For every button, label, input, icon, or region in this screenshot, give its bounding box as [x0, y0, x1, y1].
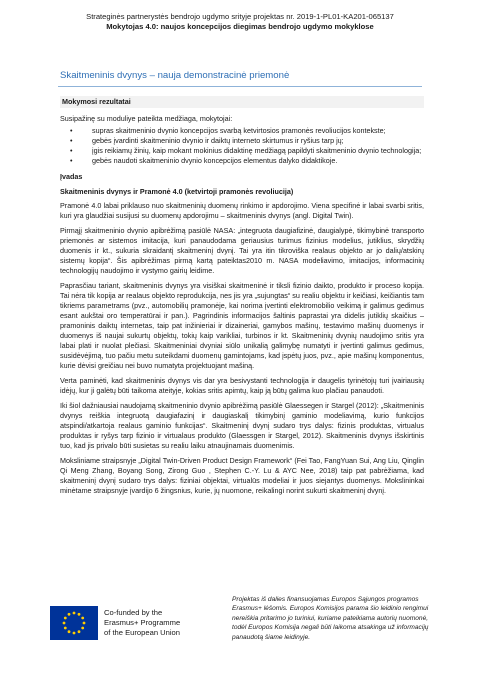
document-footer — [40, 594, 440, 664]
bullet-icon: • — [70, 136, 73, 145]
section-subheading: Skaitmeninis dvynys ir Pramonė 4.0 (ketvirtoji pramonės revoliucija) — [60, 187, 294, 196]
paragraph: Pirmąjį skaitmeninio dvynio apibrėžimą pasiūlė NASA: „integruota daugiafizinė, daugialypė, tikimybinė transporto priemonės ar sistemos imitacija, kuri panaudodama geriausius turimus fizinius modelius, jutiklius, skrydžių duomenis ir kt., sukuria skraidantį skaitmeninį dvynį. Tai yra itin tikroviška realaus objekto ar jo dalių/atskirų sistemų kopija“. Šis apibrėžimas pirmą kartą pateiktas2010 m. NASA modeliavimo, imitacijos, informacinių technologijų naudojimo ir vystymo gairių leidime. — [60, 226, 424, 275]
bullet-icon: • — [70, 146, 73, 155]
paragraph: Moksliniame straipsnyje „Digital Twin-Driven Product Design Framework“ (Fei Tao, FangYuan Sui, Ang Liu, Qinglin Qi Meng Zhang, Boyang Song, Zirong Guo , Stephen C.-Y. Lu & AYC Nee, 2018) taip pat pabrėžiama, kad skaitmeninį dvynį sudaro trys dalys: fiziniai objektai, virtualūs modeliai ir juos siejantys duomenys. Mokslininkai minėtame straipsnyje įvardijo 6 žingsnius, kurie, jų nuomone, reikalingi norint sukurti skaitmeninį dvynį. — [60, 456, 424, 495]
list-item-text: gebės įvardinti skaitmeninio dvynio ir daiktų interneto skirtumus ir ryšius tarp jų; — [92, 136, 344, 145]
funding-disclaimer: Projektas iš dalies finansuojamas Europos Sąjungos programos Erasmus+ lėšomis. Europos Komisijos parama šio leidinio rengimui nereiškia pritarimo jo turiniui, kuriame pateikiama autorių nuomonė, todėl Europos Komisija negali būti laikoma atsakinga už informacijų panaudotą šiame leidinyje. — [232, 596, 429, 641]
intro-heading: Įvadas — [60, 172, 83, 181]
cofunded-line: Erasmus+ Programme — [104, 618, 181, 627]
paragraph: Paprasčiau tariant, skaitmeninis dvynys yra visiškai skaitmeninė ir tiksli fizinio daikto, produkto ir proceso kopija. Tai nėra tik kopija ar realaus objekto reprodukcija, nes jis yra „sujungtas“ su realiu objektu ir keičiasi, keičiantis tam tikriems parametrams (pvz., automobilių pramonėje, kai norima įvertinti elektromobilio veikimą ir galimus gedimus esant aukštai oro temperatūrai ir pan.). Pagrindinis informacijos šaltinis paprastai yra didelis jutiklių skaičius – pramoninis daiktų internetas, taip pat inžinieriai ir dizaineriai, gamybos mašinų, testavimo mašinų duomenys ir duomenys iš naujai sukurtų objektų, tokių kaip varikliai, turbinos ir kt. Skaitmeninių dvynių naudojimo sritis yra labai plati ir nuolat plečiasi. Skaitmeniniai dvyniai siūlo unikalią galimybę numatyti ir įvertinti galimus gedimus, susidėvėjimą, tuo pačiu metu suteikdami duomenų gamintojams, kad įspėtų juos, pvz., apie mašinų komponentus, kurie dėvisi greičiau nei buvo numatyta projektuojant mašiną. — [60, 281, 424, 370]
paragraph: Pramonė 4.0 labai priklauso nuo skaitmeninių duomenų rinkimo ir apdorojimo. Viena specifinė ir labai svarbi sritis, kuri yra glaudžiai susijusi su duomenų apdorojimu – skaitmeninis dvynys (angl. Digital Twin). — [60, 201, 424, 220]
cofunded-line: Co-funded by the — [104, 608, 163, 617]
title-underline — [58, 86, 422, 87]
learning-outcomes-heading: Mokymosi rezultatai — [60, 96, 424, 108]
header-subtitle-line: Mokytojas 4.0: naujos koncepcijos diegimas bendrojo ugdymo mokyklose — [106, 22, 374, 31]
document-body — [60, 96, 424, 496]
paragraph: Iki šiol dažniausiai naudojamą skaitmeninio dvynio apibrėžimą pasiūlė Glaessegen ir Stargel (2012): „Skaitmeninis dvynys reiškia integruotą daugiafazinį ir daugiaskalį tikimybinį gaminio modeliavimą, kurio funkcijos atspindi/atkartoja realaus gaminio funkcijas“. Skaitmeninį dvynį sudaro trys dalys: fizinis produktas, virtualus produktas ir ryšys tarp fizinio ir virtualaus produkto (Glaessgen ir Stargel, 2012). Skaitmeninis dvynys išskirtinis tuo, kad jis privalo būti susietas su realiu laiku atnaujinamais duomenimis. — [60, 401, 424, 450]
eu-flag-logo — [50, 606, 98, 640]
learning-outcomes-intro: Susipažinę su moduliye pateikta medžiaga, mokytojai: — [60, 114, 233, 123]
header-project-line: Strateginės partnerystės bendrojo ugdymo srityje projektas nr. 2019-1-PL01-KA201-065137 — [86, 12, 394, 21]
bullet-icon: • — [70, 156, 73, 165]
page-title: Skaitmeninis dvynys – nauja demonstracinė priemonė — [60, 70, 290, 81]
document-header — [40, 12, 440, 32]
learning-outcomes-list — [60, 126, 424, 166]
cofunded-text — [104, 608, 180, 638]
paragraph: Verta paminėti, kad skaitmeninis dvynys vis dar yra besivystanti technologija ir daugelis tyrinėtojų turi įvairiausių idėjų, kur ji galėtų būti taikoma ateityje, kokias sritis apimtų, kaip ją būtų galima kuo plačiau panaudoti. — [60, 376, 424, 395]
list-item-text: supras skaitmeninio dvynio koncepcijos svarbą ketvirtosios pramonės revoliucijos kontekste; — [92, 126, 386, 135]
eu-stars-icon — [50, 606, 98, 640]
list-item — [60, 126, 424, 136]
bullet-icon: • — [70, 126, 73, 135]
list-item — [60, 146, 424, 156]
list-item — [60, 136, 424, 146]
list-item-text: gebės naudoti skaitmeninio dvynio koncepcijos elementus dalyko didaktikoje. — [92, 156, 338, 165]
list-item-text: įgis reikiamų žinių, kaip mokant mokinius didaktinę medžiagą papildyti skaitmeninio dvynio technologija; — [92, 146, 422, 155]
list-item — [60, 156, 424, 166]
cofunded-line: of the European Union — [104, 628, 180, 637]
